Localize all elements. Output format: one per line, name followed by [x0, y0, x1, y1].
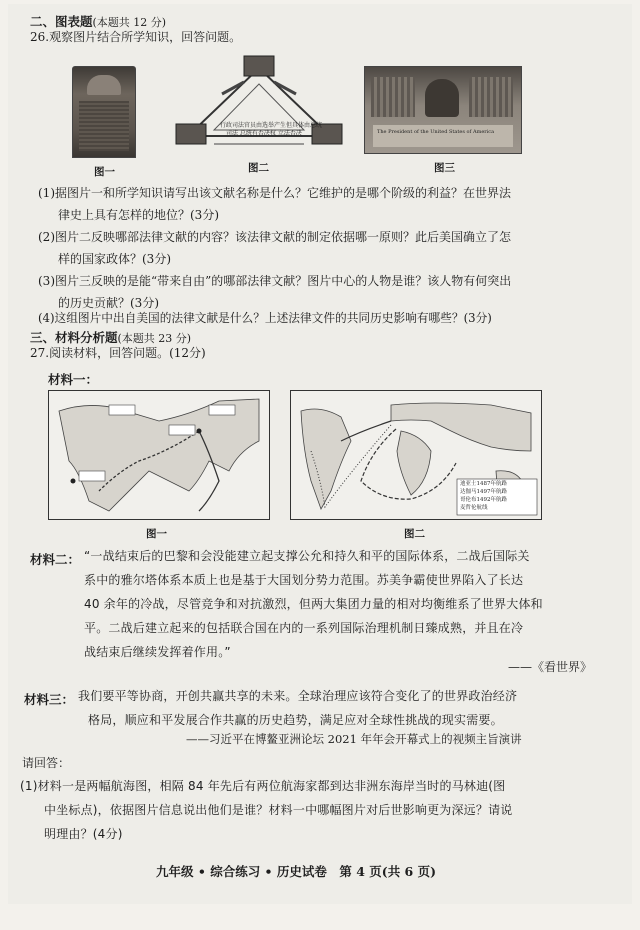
- map2-legend-4: 麦哲伦航线: [460, 505, 488, 511]
- figure3-banner-text: The President of the United States of America: [377, 129, 495, 135]
- q27-question-1-line-1: (1)材料一是两幅航海图，相隔 84 年先后有两位航海家都到达非洲东海岸当时的马林迪(图: [20, 779, 506, 793]
- material3-text: [78, 684, 517, 732]
- figure2-caption: 图二: [248, 162, 269, 174]
- q27-question-1: [20, 774, 513, 846]
- q26-question-3a: (3)图片三反映的是能“带来自由”的哪部法律文献？图片中心的人物是谁？该人物有何突出: [38, 274, 512, 288]
- figure2-diagram: [174, 54, 344, 154]
- figure2-center-text-1: 行政司法官员由选举产生但具体由总统: [220, 122, 323, 129]
- material2-line-4: 平。二战后建立起来的包括联合国在内的一系列国际治理机制日臻成熟，并且在冷: [84, 621, 524, 635]
- q26-stem: 26.观察图片结合所学知识，回答问题。: [30, 30, 242, 44]
- section3-title-text: 三、材料分析题: [30, 330, 118, 345]
- material3-label: 材料三：: [24, 692, 75, 707]
- material2-text: [84, 544, 543, 664]
- q26-question-4: (4)这组图片中出自美国的法律文献是什么？上述法律文件的共同历史影响有哪些？(3分): [38, 311, 492, 325]
- q27-stem: 27.阅读材料，回答问题。(12分): [30, 346, 206, 360]
- map2-caption: 图二: [404, 528, 425, 540]
- figure1-image: [72, 66, 136, 158]
- page-footer: 九年级 • 综合练习 • 历史试卷 第 4 页(共 6 页): [156, 864, 437, 879]
- material2-line-1: “一战结束后的巴黎和会没能建立起支撑公允和持久和平的国际体系，二战后国际关: [84, 549, 530, 563]
- material2-source: ——《看世界》: [508, 660, 593, 674]
- map1-voyage: [48, 390, 270, 520]
- q26-question-2a: (2)图片二反映哪部法律文献的内容？该法律文献的制定依据哪一原则？此后美国确立了怎: [38, 230, 512, 244]
- material1-label: 材料一：: [48, 372, 99, 387]
- map2-legend-1: 迪亚士1487年航路: [460, 481, 507, 487]
- section2-title-text: 二、图表题: [30, 14, 93, 29]
- q27-question-1-line-2: 中坐标点)，依据图片信息说出他们是谁？材料一中哪幅图片对后世影响更为深远？请说: [44, 803, 513, 817]
- material3-line-1: 我们要平等协商，开创共赢共享的未来。全球治理应该符合变化了的世界政治经济: [78, 689, 518, 703]
- q27-question-1-line-3: 明理由？(4分): [44, 827, 123, 841]
- section2-note: (本题共 12 分): [92, 16, 167, 29]
- material3-line-2: 格局，顺应和平发展合作共赢的历史趋势，满足应对全球性挑战的现实需要。: [88, 713, 503, 727]
- answer-prompt: 请回答：: [22, 756, 71, 770]
- figure3-caption: 图三: [434, 162, 455, 174]
- section3-note: (本题共 23 分): [117, 332, 192, 345]
- map1-caption: 图一: [146, 528, 167, 540]
- material2-line-3: 40 余年的冷战，尽管竞争和对抗激烈，但两大集团力量的相对均衡维系了世界大体和: [84, 597, 543, 611]
- q26-question-1b: 律史上具有怎样的地位？(3分): [58, 208, 219, 222]
- material2-line-2: 系中的雅尔塔体系本质上也是基于大国划分势力范围。苏美争霸使世界陷入了长达: [84, 573, 524, 587]
- section2-title: [30, 12, 166, 30]
- material2-label: 材料二：: [30, 552, 81, 567]
- material2-line-5: 战结束后继续发挥着作用。”: [84, 645, 231, 659]
- figure1-caption: 图一: [94, 166, 115, 178]
- map2-legend-2: 达伽马1497年航路: [460, 489, 507, 495]
- map2-legend-3: 哥伦布1492年航路: [460, 497, 507, 503]
- figure3-image: [364, 66, 522, 154]
- section3-title: [30, 328, 191, 346]
- figure2-center-text-2: 司法 总统有否决权 立法否决: [226, 130, 302, 137]
- material3-source: ——习近平在博鳌亚洲论坛 2021 年年会开幕式上的视频主旨演讲: [186, 732, 522, 746]
- q26-question-1a: (1)据图片一和所学知识请写出该文献名称是什么？它维护的是哪个阶级的利益？在世界法: [38, 186, 512, 200]
- q26-question-2b: 样的国家政体？(3分): [58, 252, 171, 266]
- q26-question-3b: 的历史贡献？(3分): [58, 296, 159, 310]
- exam-page: [8, 4, 632, 904]
